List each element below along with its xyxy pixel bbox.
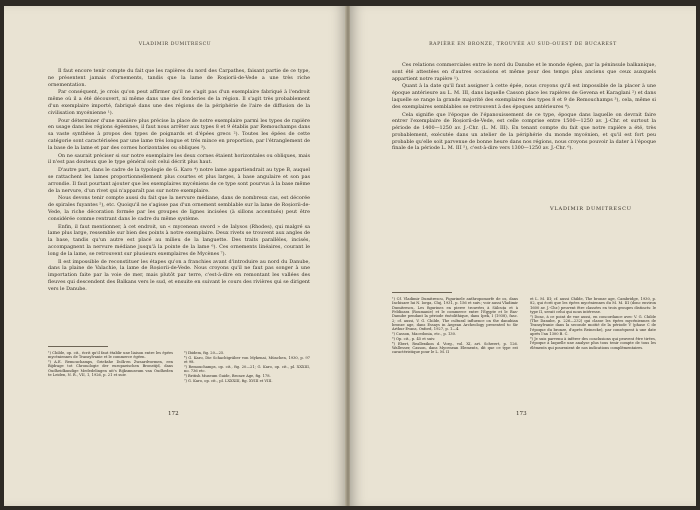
paragraph: Il faut encore tenir compte du fait que les rapières du nord des Carpathes, faisant partie de ce type, ne présentent jamais d'ornements, tandis que la lame de Roșiorii-de-Vede a une très riche ornementation. [48,68,310,88]
footnotes-left-col1 [48,351,173,378]
footnote: ²) A.E. Remouchamps, Griekshe Dolk-en Zwaardvormen, een Bijdrage tot Chronologie der europaeischen Bronstijd, dans Oudheidkundige Mededelingen uit's Rijksmuseum van Oudheden te Leiden, N. R., VII, 1, 1926, p. 21 et suiv. [48,360,173,378]
footnote: ³) Ibidem, fig. 20—25. [184,351,225,355]
footnote-rule [392,292,452,293]
footnotes-right-col2 [530,297,656,350]
footnote: ¹) Cf. Vladimir Dumitrescu, Figurinele anthropomorfe de os, dans Inchisare lui N. Iorga, Cluj, 1931, p. 156 et suiv.; voir aussi Vladimir Dumitrescu, Les figurines en pierre trouvées à Sălcuța et à Feldioara (Roumanie) et le commerce entre l'Égypte et le Bas-Danube pendant la période énéolithique, dans Ipek, I (1938), fasc. 2; cf. aussi, V. G. Childe, The cultural influence on the danubian bronze age, dans Essays in Aegean Archeology presented to Sir Arthur Evans, Oxford, 1927, p. 1—4. [392,297,518,332]
footnote: ⁵) Remouchamps, op. cit., fig. 20—21; G. Karo, op. cit., pl. XXXIII, no. 736 etc. [184,364,310,374]
paragraph: D'autre part, dans le cadre de la typologie de G. Karo ⁴) notre lame appartiendrait au type B, auquel se rattachent les lames proportionnellement plus courtes et plus larges, à base angulaire et son pas arrondie. Il faut pourtant ajouter que les exemplaires mycéniens de ce type sont pourvus à la base même de la nervure, d'un rivet qui n'apparaît pas sur notre exemplaire. [48,167,310,194]
page-number-right: 173 [516,411,527,417]
footnote: ⁴) Ebert, Reallexikon d. Vorg., vol. XI, art. Schwert, p. 126. Wallesser, Casson, dans Mycenean Elements, dit que ce type est caractéristique pour le L. M. II [392,341,518,355]
footnotes-left-col2 [184,351,310,383]
footnote-rule [48,346,108,347]
footnotes-right-col1 [392,297,518,355]
right-page [350,6,696,506]
paragraph: Nous devons tenir compte aussi du fait que la nervure médiane, dans de nombreux cas, est décorée de spirales fuyantes ⁵), etc. Quoiqu'il ne s'agisse pas d'un ornement semblable sur la lame de Roșiorii-de-Vede, la riche décoration formée par les groupes de lignes incisées (à sillons accentués) peut être considérée comme rentrant dans le cadre du même système. [48,195,310,222]
paragraph: Quant à la date qu'il faut assigner à cette épée, nous croyons qu'il est impossible de la placer à une époque antérieure au L. M. III, dans laquelle Casson place les rapières de Gevena et Karaglani ²) et dans laquelle se range la grande majorité des exemplaires des types 8 et 9 de Remouchamps ³), cela, même si des exemplaires semblables se retrouvent à des époques antérieures ⁴). [392,83,656,110]
author-signature: VLADIMIR DUMITRESCU [550,206,632,212]
footnote: ⁵) Donc, à ce point de vue aussi, en concordance avec V. G. Childe (The Danube, p. 226—232) qui classe les épées mycéniennes de Transylvanie dans la seconde moitié de la période V (phase C de l'époque du bronze, d'après Reinecke), par conséquent à une date après l'an 1300 B. C. [530,314,656,337]
footnote: ⁴) G. Karo, Die Schachtgräber von Mykenai, München, 1930, p. 97 et 98. [184,355,310,365]
paragraph: Cela signifie que l'époque de l'épanouissement de ce type, époque dans laquelle on devrait faire entrer l'exemplaire de Roșiorii-de-Vede, est celle comprise entre 1500—1250 av. J.-Chr. et surtout la période de 1400—1250 av. J.-Chr. (L. M. III). En tenant compte du fait que notre rapière a été, très probablement, exécutée dans un atelier de la périphérie du monde mycénien, et qu'il est fort peu probable qu'elle soit parvenue de bonne heure dans nos régions, nous croyons pouvoir la dater à l'époque finale de la période L. M. III ⁵), c'est-à-dire vers 1300—1250 av. J.-Chr. ⁶). [392,111,656,152]
footnote: ⁶) British Museum Guide, Bronze Age, fig. 178. [184,373,271,378]
footnote: ²) Casson, Macedonia, etc., p. 130. [392,332,457,337]
footnote: et L. M. III; cf. aussi Childe, The bronze age, Cambridge, 1930, p. 82, qui écrit que les épées mycéniennes du M. M. III (donc environ 1600 av. J.-Chr.) peuvent être classées en trois groupes distincts: le type II, serait celui qui nous intéresse. [530,297,656,315]
paragraph: On ne saurait préciser si sur notre exemplaire les deux cornes étaient horizontales ou obliques, mais il n'est pas douteux que le type général soit celui décrit plus haut. [48,152,310,166]
left-page [4,6,346,506]
footnote: ⁷) G. Karo, op. cit., pl. LXXXIII, fig. XVIII et VIII. [184,378,273,383]
running-head-right: RAPIÈRE EN BRONZE, TROUVÉE AU SUD-OUEST DE BUCAREST [429,42,617,47]
left-body-text [48,68,310,294]
right-body-text [392,62,656,153]
paragraph: Par conséquent, je crois qu'on peut affirmer qu'il ne s'agit pas d'un exemplaire fabriqué à l'endroit même où il a été découvert, ni même dans une des fonderies de la région. Il s'agit très probablement d'un exemplaire importé, fabriqué dans une des régions de la périphérie de l'aire de diffusion de la civilisation mycénienne ¹). [48,89,310,116]
paragraph: Il est impossible de reconstituer les étapes qu'on a franchies avant d'introduire au nord du Danube, dans la plaine de Valachie, la lame de Roșiorii-de-Vede. Nous croyons qu'il ne faut pas songer à une importation faite par la voie de mer, mais plutôt par terre, c'est-à-dire en remontant les vallées des fleuves qui descendent des Balkans vers le sud, et ensuite en suivant le cours des rivières qui se dirigent vers le Danube. [48,258,310,292]
page-number-left: 172 [168,411,179,417]
paragraph: Pour déterminer d'une manière plus précise la place de notre exemplaire parmi les types de rapière en usage dans les régions égéennes, il faut nous arrêter aux types 8 et 9 établis par Remouchamps dans sa vaste synthèse à propos des types de poignards et d'épées grecs ²). Toutes les épées de cette catégorie sont caractérisées par une lame très longue et très mince en proportion, par l'étranglement de la base de la lame et par des cornes horizontales ou obliques ³). [48,117,310,151]
paragraph: Ces relations commerciales entre le nord du Danube et le monde égéen, par la péninsule balkanique, sont été attestées en d'autres occasions et même pour des temps plus anciens que ceux auxquels appartient notre rapière ¹). [392,62,656,82]
footnote: ³) Op. cit., p. 45 et suiv. [392,336,436,341]
running-head-left: VLADIMIR DUMITRESCU [138,42,212,47]
paragraph: Enfin, il faut mentionner, à cet endroit, un « mycenean sword » de Ialysos (Rhodes), qui malgré sa lame plus large, ressemble sur bien des points à notre exemplaire. Deux rivets se trouvent aux angles de la base, tandis qu'un autre est placé au milieu de la languette. Des traits parallèles, incisés, accompagnent la nervure médiane jusqu'à la pointe de la lame ⁶). Ces ornements linéaires, courant le long de la lame, se retrouvent sur plusieurs exemplaires de Mycènes ⁷). [48,223,310,257]
footnote: ¹) Childe, op. cit., écrit qu'il faut établir une liaison entre les épées mycéniennes de Transylvanie et le commerce égéen. [48,351,173,360]
footnote: ⁶) Je suis parvenu à inférer des conclusions qui peuvent être tirées, l'époque à laquelle une analyse plus tous tenir compte de tous les éléments qui pourraient de nos indications complémentaires. [530,336,656,350]
